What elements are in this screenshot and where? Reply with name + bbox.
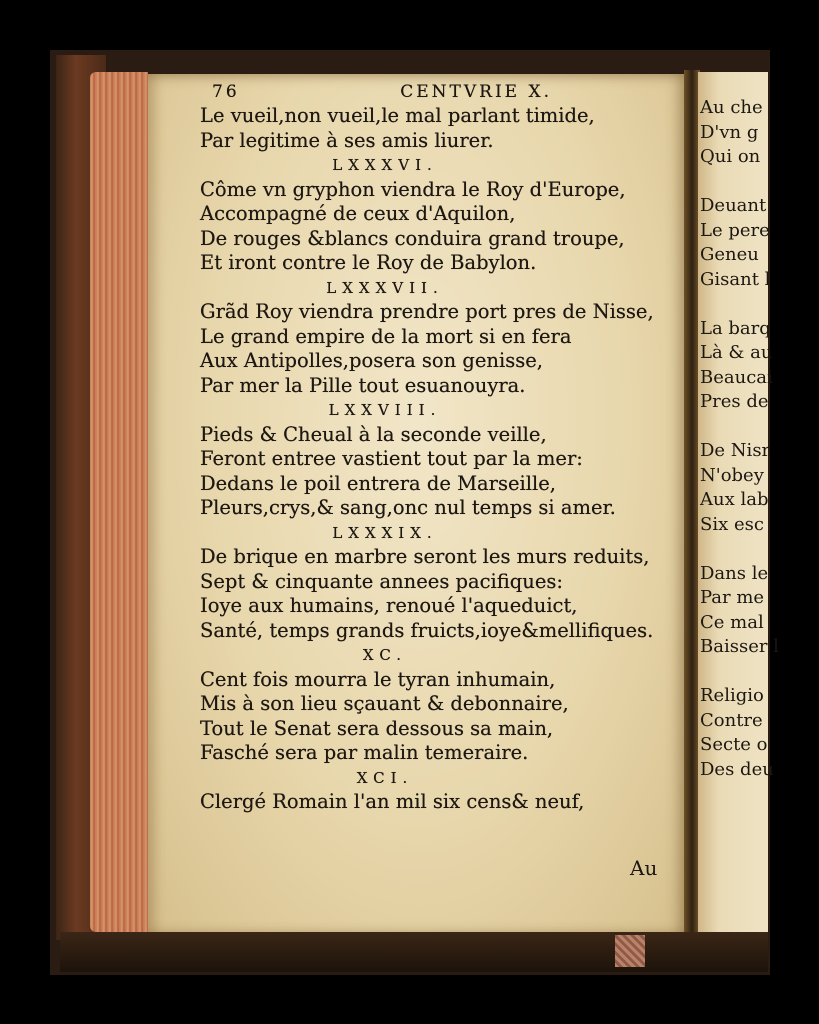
facing-line: N'obey: [700, 464, 764, 486]
facing-line: Religio: [700, 685, 764, 706]
verse-line: Sept & cinquante annees pacifiques:: [200, 569, 563, 593]
facing-line: Baisser l: [700, 636, 779, 657]
verse-line: Clergé Romain l'an mil six cens& neuf,: [200, 790, 585, 813]
quatrain-number: LXXXVI.: [332, 156, 438, 174]
facing-line: Secte o: [700, 734, 768, 755]
verse-line: Par mer la Pille tout esuanouyra.: [200, 373, 526, 397]
facing-line: Ce mal: [700, 611, 764, 633]
facing-gap: [700, 170, 780, 195]
verse-line: De rouges &blancs conduira grand troupe,: [200, 226, 625, 250]
verse-line: Le vueil,non vueil,le mal parlant timide,: [200, 104, 595, 127]
verse-line: Pieds & Cheual à la seconde veille,: [200, 422, 547, 446]
facing-gap: [700, 292, 780, 317]
bookmark-ribbon: [615, 935, 645, 967]
facing-gap: [700, 660, 780, 685]
verse-line: Feront entree vastient tout par la mer:: [200, 447, 583, 470]
facing-gap: [700, 537, 780, 562]
facing-line: Par me: [700, 587, 765, 608]
facing-line: Beaucai: [700, 366, 773, 388]
book-bottom-edge: [60, 932, 768, 972]
facing-line: Contre: [700, 709, 763, 731]
verse-line: Grãd Roy viendra prendre port pres de Nisse,: [200, 300, 654, 323]
facing-line: Pres de: [700, 391, 769, 412]
facing-line: Dans le: [700, 562, 769, 584]
facing-line: Deuant: [700, 195, 767, 216]
facing-line: Au che: [700, 97, 763, 118]
verse-line: Côme vn gryphon viendra le Roy d'Europe,: [200, 177, 626, 201]
verse-line: Accompagné de ceux d'Aquilon,: [200, 202, 516, 225]
quatrain-number: LXXXVII.: [326, 278, 444, 297]
catchword: Au: [630, 856, 658, 880]
quatrain-list: [200, 104, 670, 815]
page-text: [200, 80, 670, 815]
facing-line: La barq: [700, 317, 771, 339]
running-title: CENTVRIE X.: [400, 82, 552, 102]
facing-line: Aux lab: [700, 489, 769, 510]
facing-gap: [700, 415, 780, 440]
verse-line: Aux Antipolles,posera son genisse,: [200, 349, 543, 372]
quatrain-number: LXXVIII.: [328, 401, 442, 419]
verse-line: Pleurs,crys,& sang,onc nul temps si amer.: [200, 496, 616, 519]
page-edges: [90, 72, 148, 932]
verse-line: Tout le Senat sera dessous sa main,: [200, 716, 554, 740]
verse-line: Et iront contre le Roy de Babylon.: [200, 251, 537, 274]
quatrain-number: LXXXIX.: [332, 523, 438, 542]
verse-line: Le grand empire de la mort si en fera: [200, 324, 572, 348]
facing-page-text: [700, 96, 780, 782]
verse-line: Cent fois mourra le tyran inhumain,: [200, 667, 556, 691]
facing-line: Des deu: [700, 758, 774, 780]
quatrain-number: XCI.: [356, 768, 414, 787]
facing-line: D'vn g: [700, 121, 759, 143]
facing-line: Là & au: [700, 342, 773, 363]
facing-line: Le pere: [700, 219, 770, 241]
facing-line: Geneu: [700, 244, 759, 265]
verse-line: Santé, temps grands fruicts,ioye&mellifiques.: [200, 618, 654, 642]
facing-line: Qui on: [700, 146, 761, 167]
verse-line: Par legitime à ses amis liurer.: [200, 128, 494, 152]
facing-line: Six esc: [700, 513, 764, 535]
verse-line: Dedans le poil entrera de Marseille,: [200, 471, 556, 495]
verse-line: De brique en marbre seront les murs reduits,: [200, 545, 650, 568]
facing-line: Gisant l: [700, 268, 771, 290]
verse-line: Ioye aux humains, renoué l'aqueduict,: [200, 594, 578, 617]
page-number: 76: [212, 82, 240, 102]
verse-line: Mis à son lieu sçauant & debonnaire,: [200, 692, 569, 715]
running-header: [212, 80, 552, 104]
quatrain-number: XC.: [362, 646, 408, 664]
verse-line: Fasché sera par malin temeraire.: [200, 741, 529, 764]
facing-line: De Nisr: [700, 440, 771, 461]
